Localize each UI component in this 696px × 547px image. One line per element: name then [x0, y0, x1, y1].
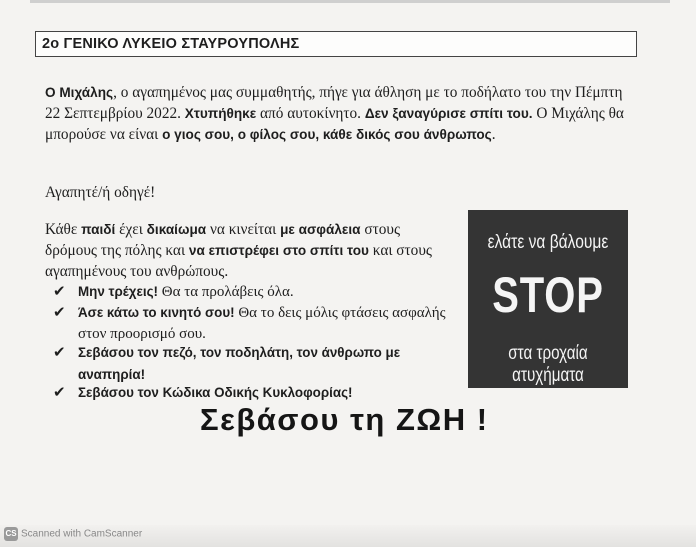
poster-line-3: στα τροχαία ατυχήματα: [508, 343, 588, 386]
greeting: Αγαπητέ/ή οδηγέ!: [45, 184, 156, 201]
intro-name: Ο Μιχάλης: [45, 85, 114, 100]
school-header-box: [35, 31, 637, 57]
checkmark-icon: ✔: [53, 303, 66, 321]
rights-paragraph: Κάθε παιδί έχει δικαίωμα να κινείται με ασφάλεια στους δρόμους της πόλης και να επιστρέφει στο σπίτι του και στους αγαπημένους του ανθρώπους.: [45, 221, 432, 280]
checkmark-icon: ✔: [53, 383, 66, 401]
checklist-item: ✔ Σεβάσου τον Κώδικα Οδικής Κυκλοφορίας!: [53, 383, 353, 401]
camscanner-logo-icon: CS: [4, 527, 18, 541]
top-edge-line: [30, 0, 670, 3]
checklist-item: ✔ Άσε κάτω το κινητό σου! Θα το δεις μόλις φτάσεις ασφαλής στον προορισμό σου.: [53, 303, 446, 342]
poster-stop-word: STOP: [492, 267, 604, 323]
poster-line-1: ελάτε να βάλουμε: [487, 232, 609, 253]
checklist-item: ✔ Σεβάσου τον πεζό, τον ποδηλάτη, τον άνθρωπο με αναπηρία!: [53, 343, 401, 382]
intro-paragraph: Ο Μιχάλης, ο αγαπημένος μας συμμαθητής, πήγε για άθληση με το ποδήλατο του την Πέμπτη 22 Σεπτεμβρίου 2022. Χτυπήθηκε από αυτοκίνητο. Δεν ξαναγύρισε σπίτι του. Ο Μιχάλης θα μπορούσε να είναι ο γιος σου, ο φίλος σου, κάθε δικός σου άνθρωπος.: [45, 84, 624, 143]
school-name: 2ο ΓΕΝΙΚΟ ΛΥΚΕΙΟ ΣΤΑΥΡΟΥΠΟΛΗΣ: [42, 36, 300, 52]
checkmark-icon: ✔: [53, 282, 66, 300]
scanner-watermark: [4, 527, 142, 541]
checklist-item: ✔ Μην τρέχεις! Θα τα προλάβεις όλα.: [53, 282, 294, 300]
checkmark-icon: ✔: [53, 343, 66, 361]
stop-accidents-poster: [468, 210, 628, 388]
slogan: Σεβάσου τη ΖΩΗ !: [200, 402, 489, 437]
watermark-text: Scanned with CamScanner: [21, 528, 143, 540]
